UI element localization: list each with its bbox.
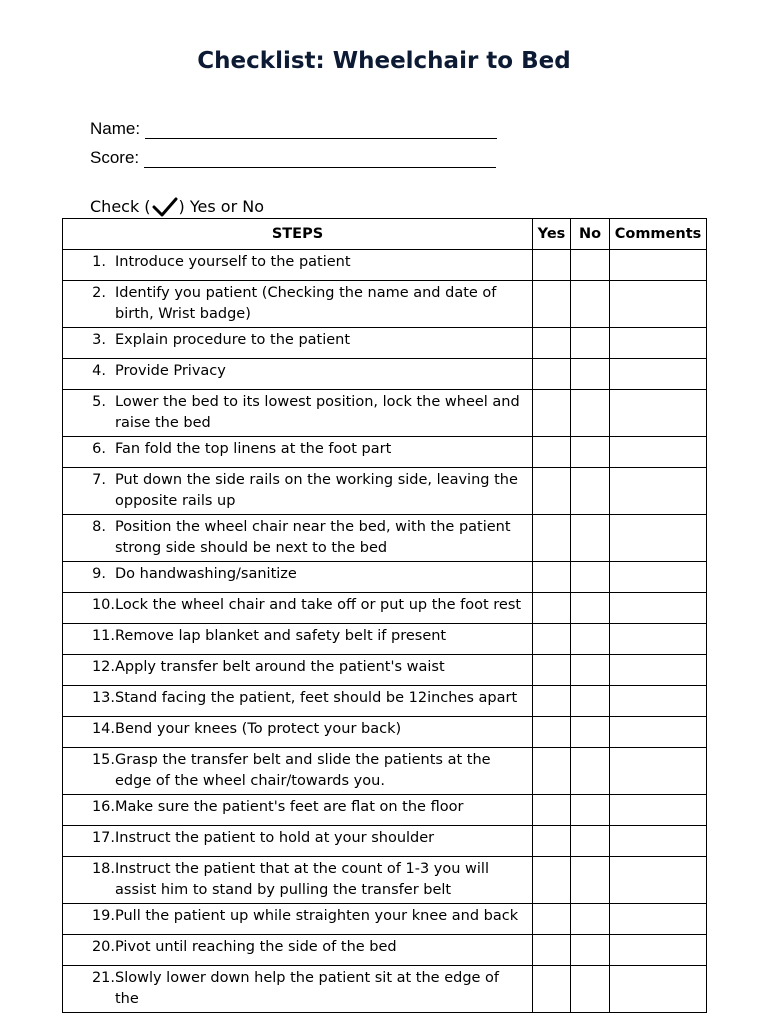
steps-header: STEPS — [63, 219, 533, 250]
yes-cell[interactable] — [533, 904, 571, 935]
step-number: 17. — [91, 830, 115, 846]
no-cell[interactable] — [571, 562, 610, 593]
comments-cell[interactable] — [610, 359, 707, 390]
yes-cell[interactable] — [533, 281, 571, 328]
yes-cell[interactable] — [533, 795, 571, 826]
step-number: 10. — [91, 597, 115, 613]
step-number: 21. — [91, 970, 115, 986]
step-cell — [63, 328, 533, 359]
table-row — [63, 795, 707, 826]
step-number: 2. — [92, 285, 106, 301]
table-row — [63, 437, 707, 468]
name-blank-line[interactable] — [145, 122, 497, 139]
step-cell — [63, 904, 533, 935]
step-number: 11. — [91, 628, 115, 644]
step-number: 5. — [92, 394, 106, 410]
table-row — [63, 562, 707, 593]
table-row — [63, 857, 707, 904]
no-cell[interactable] — [571, 795, 610, 826]
step-text: Grasp the transfer belt and slide the patients at the edge of the wheel chair/towards you. — [115, 752, 491, 789]
step-cell — [63, 795, 533, 826]
table-row — [63, 904, 707, 935]
comments-cell[interactable] — [610, 655, 707, 686]
step-text: Bend your knees (To protect your back) — [115, 721, 402, 737]
step-text: Position the wheel chair near the bed, with the patient strong side should be next to the bed — [115, 519, 511, 556]
step-cell — [63, 515, 533, 562]
step-number: 16. — [91, 799, 115, 815]
step-number: 18. — [91, 861, 115, 877]
step-text: Put down the side rails on the working side, leaving the opposite rails up — [115, 472, 518, 509]
step-cell — [63, 468, 533, 515]
table-row — [63, 468, 707, 515]
step-cell — [63, 655, 533, 686]
yes-cell[interactable] — [533, 748, 571, 795]
no-cell[interactable] — [571, 717, 610, 748]
step-text: Apply transfer belt around the patient's waist — [115, 659, 445, 675]
step-cell — [63, 748, 533, 795]
step-text: Stand facing the patient, feet should be 12inches apart — [115, 690, 518, 706]
yes-cell[interactable] — [533, 593, 571, 624]
no-cell[interactable] — [571, 748, 610, 795]
step-text: Provide Privacy — [115, 363, 226, 379]
no-cell[interactable] — [571, 437, 610, 468]
comments-cell[interactable] — [610, 562, 707, 593]
step-text: Introduce yourself to the patient — [115, 254, 351, 270]
step-cell — [63, 593, 533, 624]
table-row — [63, 686, 707, 717]
no-cell[interactable] — [571, 328, 610, 359]
name-field[interactable] — [90, 119, 497, 139]
step-cell — [63, 826, 533, 857]
comments-cell[interactable] — [610, 717, 707, 748]
yes-cell[interactable] — [533, 857, 571, 904]
table-row — [63, 359, 707, 390]
step-number: 3. — [92, 332, 106, 348]
step-number: 8. — [92, 519, 106, 535]
comments-cell[interactable] — [610, 686, 707, 717]
step-cell — [63, 359, 533, 390]
yes-cell[interactable] — [533, 250, 571, 281]
step-number: 9. — [92, 566, 106, 582]
comments-cell[interactable] — [610, 748, 707, 795]
comments-cell[interactable] — [610, 935, 707, 966]
table-row — [63, 935, 707, 966]
step-number: 14. — [91, 721, 115, 737]
table-row — [63, 328, 707, 359]
yes-cell[interactable] — [533, 390, 571, 437]
score-label: Score: — [90, 148, 140, 167]
step-cell — [63, 686, 533, 717]
name-label: Name: — [90, 119, 141, 138]
score-blank-line[interactable] — [144, 151, 496, 168]
step-cell — [63, 624, 533, 655]
yes-cell[interactable] — [533, 717, 571, 748]
step-number: 13. — [91, 690, 115, 706]
comments-cell[interactable] — [610, 328, 707, 359]
no-cell[interactable] — [571, 966, 610, 1013]
comments-cell[interactable] — [610, 250, 707, 281]
table-row — [63, 624, 707, 655]
step-text: Explain procedure to the patient — [115, 332, 351, 348]
step-cell — [63, 966, 533, 1013]
comments-header: Comments — [610, 219, 707, 250]
step-number: 1. — [92, 254, 106, 270]
comments-cell[interactable] — [610, 468, 707, 515]
step-text: Lower the bed to its lowest position, lock the wheel and raise the bed — [115, 394, 520, 431]
step-cell — [63, 935, 533, 966]
comments-cell[interactable] — [610, 515, 707, 562]
comments-cell[interactable] — [610, 904, 707, 935]
no-header: No — [571, 219, 610, 250]
comments-cell[interactable] — [610, 593, 707, 624]
table-row — [63, 250, 707, 281]
no-cell[interactable] — [571, 904, 610, 935]
step-text: Lock the wheel chair and take off or put up the foot rest — [115, 597, 522, 613]
comments-cell[interactable] — [610, 624, 707, 655]
comments-cell[interactable] — [610, 826, 707, 857]
table-row — [63, 593, 707, 624]
checklist-table — [62, 218, 707, 1013]
table-header-row — [63, 219, 707, 250]
yes-cell[interactable] — [533, 655, 571, 686]
step-number: 15. — [91, 752, 115, 768]
table-row — [63, 748, 707, 795]
yes-cell[interactable] — [533, 966, 571, 1013]
step-number: 7. — [92, 472, 106, 488]
step-cell — [63, 437, 533, 468]
score-field[interactable] — [90, 148, 496, 168]
comments-cell[interactable] — [610, 390, 707, 437]
step-number: 12. — [91, 659, 115, 675]
step-number: 4. — [92, 363, 106, 379]
yes-cell[interactable] — [533, 826, 571, 857]
step-number: 6. — [92, 441, 106, 457]
page-title: Checklist: Wheelchair to Bed — [197, 48, 571, 74]
yes-cell[interactable] — [533, 359, 571, 390]
yes-cell[interactable] — [533, 515, 571, 562]
no-cell[interactable] — [571, 281, 610, 328]
comments-cell[interactable] — [610, 281, 707, 328]
yes-cell[interactable] — [533, 328, 571, 359]
no-cell[interactable] — [571, 515, 610, 562]
step-cell — [63, 857, 533, 904]
step-cell — [63, 250, 533, 281]
no-cell[interactable] — [571, 857, 610, 904]
yes-cell[interactable] — [533, 468, 571, 515]
yes-header: Yes — [533, 219, 571, 250]
step-number: 19. — [91, 908, 115, 924]
yes-cell[interactable] — [533, 686, 571, 717]
step-cell — [63, 390, 533, 437]
step-text: Instruct the patient to hold at your shoulder — [115, 830, 435, 846]
comments-cell[interactable] — [610, 437, 707, 468]
comments-cell[interactable] — [610, 966, 707, 1013]
no-cell[interactable] — [571, 359, 610, 390]
step-text: Identify you patient (Checking the name and date of birth, Wrist badge) — [115, 285, 497, 322]
table-row — [63, 655, 707, 686]
step-cell — [63, 562, 533, 593]
checkmark-icon — [152, 196, 178, 218]
step-text: Slowly lower down help the patient sit at the edge of the — [115, 970, 500, 1007]
comments-cell[interactable] — [610, 795, 707, 826]
yes-cell[interactable] — [533, 935, 571, 966]
step-text: Remove lap blanket and safety belt if present — [115, 628, 447, 644]
step-cell — [63, 281, 533, 328]
step-text: Instruct the patient that at the count of 1-3 you will assist him to stand by pulling the transfer belt — [115, 861, 489, 898]
yes-cell[interactable] — [533, 562, 571, 593]
table-row — [63, 966, 707, 1013]
step-text: Fan fold the top linens at the foot part — [115, 441, 392, 457]
no-cell[interactable] — [571, 655, 610, 686]
check-suffix: ) Yes or No — [178, 197, 264, 216]
no-cell[interactable] — [571, 468, 610, 515]
no-cell[interactable] — [571, 826, 610, 857]
step-text: Pivot until reaching the side of the bed — [115, 939, 397, 955]
step-cell — [63, 717, 533, 748]
table-row — [63, 826, 707, 857]
table-row — [63, 390, 707, 437]
step-text: Make sure the patient's feet are flat on the floor — [115, 799, 464, 815]
no-cell[interactable] — [571, 593, 610, 624]
table-row — [63, 281, 707, 328]
yes-cell[interactable] — [533, 624, 571, 655]
no-cell[interactable] — [571, 390, 610, 437]
no-cell[interactable] — [571, 624, 610, 655]
comments-cell[interactable] — [610, 857, 707, 904]
yes-cell[interactable] — [533, 437, 571, 468]
step-text: Do handwashing/sanitize — [115, 566, 297, 582]
table-row — [63, 515, 707, 562]
check-instruction — [90, 196, 264, 216]
check-prefix: Check ( — [90, 197, 151, 216]
no-cell[interactable] — [571, 250, 610, 281]
no-cell[interactable] — [571, 686, 610, 717]
no-cell[interactable] — [571, 935, 610, 966]
step-text: Pull the patient up while straighten your knee and back — [115, 908, 519, 924]
table-row — [63, 717, 707, 748]
step-number: 20. — [91, 939, 115, 955]
